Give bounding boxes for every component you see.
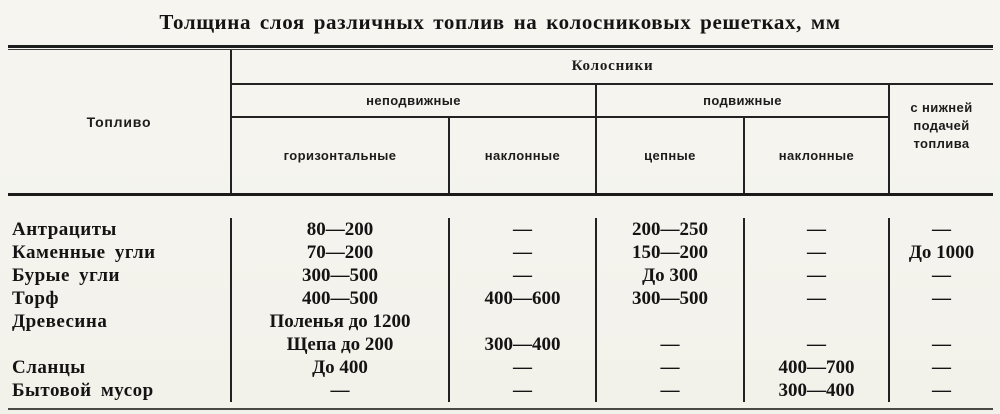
- wood-logs-value: Поленья до 1200: [269, 311, 411, 332]
- table-row-brown-coal: [8, 264, 993, 287]
- value-movable-chain: —: [595, 379, 743, 402]
- header-movable-group: подвижные: [595, 85, 888, 118]
- value-fixed-horizontal: 70—200: [230, 241, 448, 264]
- wood-chips-value: Щепа до 200: [286, 334, 394, 355]
- value-bottom-feed: —: [888, 356, 993, 379]
- value-movable-chain: —: [595, 310, 743, 356]
- value-fixed-inclined: 300—400: [448, 310, 595, 356]
- value-fixed-inclined: —: [448, 356, 595, 379]
- table-bottom-rule: [8, 408, 993, 410]
- fuel-name: Каменные угли: [12, 242, 156, 263]
- value-movable-chain: 150—200: [595, 241, 743, 264]
- value-bottom-feed: —: [888, 264, 993, 287]
- table-row-shale: [8, 356, 993, 379]
- table-row-hard-coal: [8, 241, 993, 264]
- value-movable-inclined: —: [743, 287, 888, 310]
- table-row-household-waste: [8, 379, 993, 402]
- fuel-thickness-table: [8, 45, 993, 410]
- fuel-name: Антрациты: [12, 219, 117, 240]
- value-fixed-inclined: —: [448, 264, 595, 287]
- value-bottom-feed: —: [888, 287, 993, 310]
- value-fixed-horizontal: 400—500: [230, 287, 448, 310]
- value-movable-inclined: 400—700: [743, 356, 888, 379]
- table-row-peat: [8, 287, 993, 310]
- table-row-wood: [8, 310, 993, 356]
- fuel-name: Сланцы: [12, 357, 86, 378]
- header-fixed-group: неподвижные: [230, 85, 595, 118]
- fuel-name: Древесина: [12, 311, 108, 332]
- fuel-name: Бытовой мусор: [12, 380, 154, 401]
- value-movable-chain: —: [595, 356, 743, 379]
- header-bottom-feed: с нижней подачей топлива: [888, 85, 993, 193]
- value-movable-chain: До 300: [595, 264, 743, 287]
- value-bottom-feed: —: [888, 218, 993, 241]
- header-movable-inclined: наклонные: [743, 118, 888, 193]
- value-movable-chain: 200—250: [595, 218, 743, 241]
- value-movable-inclined: —: [743, 264, 888, 287]
- value-movable-chain: 300—500: [595, 287, 743, 310]
- value-movable-inclined: 300—400: [743, 379, 888, 402]
- value-fixed-inclined: —: [448, 241, 595, 264]
- wood-two-line-value: [269, 310, 410, 356]
- fuel-name: Торф: [12, 288, 60, 309]
- value-fixed-inclined: —: [448, 218, 595, 241]
- table-header: [8, 50, 993, 193]
- value-movable-inclined: —: [743, 310, 888, 356]
- header-movable-chain: цепные: [595, 118, 743, 193]
- table-row-anthracite: [8, 218, 993, 241]
- value-fixed-inclined: 400—600: [448, 287, 595, 310]
- value-movable-inclined: —: [743, 218, 888, 241]
- value-bottom-feed: До 1000: [888, 241, 993, 264]
- header-fuel: Топливо: [86, 113, 152, 130]
- header-fixed-horizontal: горизонтальные: [230, 118, 448, 193]
- header-grates-group: Колосники: [230, 50, 993, 85]
- value-movable-inclined: —: [743, 241, 888, 264]
- value-fixed-horizontal: 80—200: [230, 218, 448, 241]
- header-fixed-inclined: наклонные: [448, 118, 595, 193]
- value-fixed-horizontal: До 400: [230, 356, 448, 379]
- table-body: [8, 196, 993, 408]
- fuel-name: Бурые угли: [12, 265, 120, 286]
- value-bottom-feed: —: [888, 310, 993, 356]
- value-fixed-horizontal: —: [230, 379, 448, 402]
- page-title: Толщина слоя различных топлив на колосниковых решетках, мм: [159, 10, 841, 34]
- value-fixed-horizontal: 300—500: [230, 264, 448, 287]
- value-bottom-feed: —: [888, 379, 993, 402]
- value-fixed-inclined: —: [448, 379, 595, 402]
- value-fixed-horizontal: [230, 310, 448, 356]
